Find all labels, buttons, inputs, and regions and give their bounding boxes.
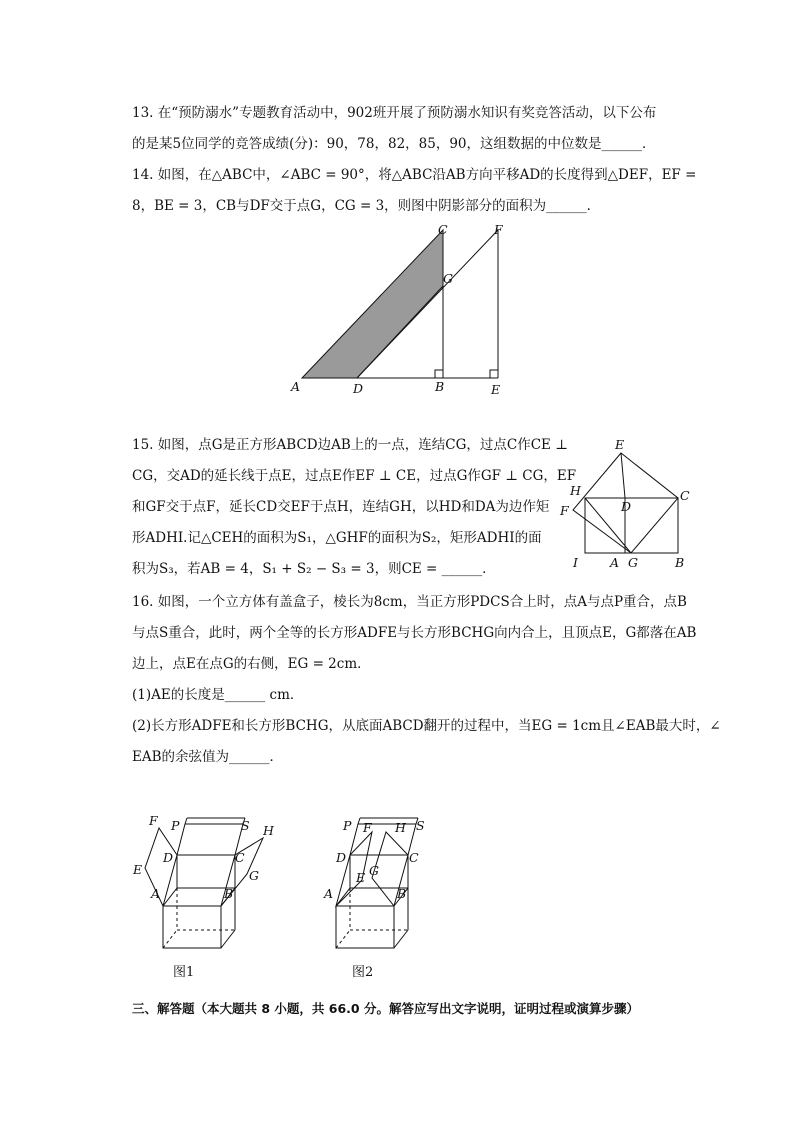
label-C: C [409,850,419,865]
label-E: E [491,382,501,397]
q15-line5: 积为S₃，若AB = 4，S₁ + S₂ − S₃ = 3，则CE = ______． [132,561,496,577]
label-F: F [363,820,372,835]
label-D: D [353,381,364,396]
q15-line4: 形ADHI.记△CEH的面积为S₁，△GHF的面积为S₂，矩形ADHI的面 [132,530,542,546]
label-B: B [397,886,407,901]
section-3-heading: 三、解答题（本大题共 8 小题，共 66.0 分。解答应写出文字说明，证明过程或演算步骤） [132,1001,639,1016]
q16-line1: 16. 如图，一个立方体有盖盒子，棱长为8cm，当正方形PDCS合上时，点A与点P重合，点B [132,594,687,610]
q14-line1: 14. 如图，在△ABC中，∠ABC = 90°，将△ABC沿AB方向平移AD的长度得到△DEF，EF = [132,167,697,183]
label-A: A [151,886,161,901]
label-E: E [133,862,143,877]
q16-line3: 边上，点E在点G的右侧，EG = 2cm． [132,656,371,672]
label-D: D [163,850,174,865]
label-G: G [443,271,453,286]
figure-q14 [285,220,525,405]
q15-line2: CG，交AD的延长线于点E，过点E作EF ⊥ CE，过点G作GF ⊥ CG，EF [132,468,577,484]
q13-line1: 13. 在“预防溺水”专题教育活动中，902班开展了预防溺水知识有奖竞答活动，以下公布 [132,105,657,121]
label-P: P [171,818,180,833]
label-D: D [621,499,632,514]
label-E: E [356,870,366,885]
label-S: S [241,818,250,833]
label-F: F [560,503,569,518]
label-B: B [435,379,445,394]
label-G: G [628,555,638,570]
label-F: F [494,222,503,237]
label-D: D [336,850,347,865]
q16-line6: EAB的余弦值为______． [132,749,284,765]
label-B: B [224,886,234,901]
figure-q16-1 [125,810,285,985]
q13-line2: 的是某5位同学的竞答成绩(分)：90，78，82，85，90，这组数据的中位数是______． [132,136,656,152]
label-H: H [263,823,274,838]
label-A: A [324,886,334,901]
shaded-region [302,230,443,378]
label-C: C [438,222,448,237]
q15-line3: 和GF交于点F，延长CD交EF于点H，连结GH，以HD和DA为边作矩 [132,499,550,515]
label-G: G [249,868,259,883]
q15-line1: 15. 如图，点G是正方形ABCD边AB上的一点，连结CG，过点C作CE ⊥ [132,437,568,453]
label-F: F [149,813,158,828]
q14-line2: 8，BE = 3，CB与DF交于点G，CG = 3，则图中阴影部分的面积为______． [132,198,601,214]
q16-line5: (2)长方形ADFE和长方形BCHG，从底面ABCD翻开的过程中，当EG = 1cm且∠EAB最大时，∠ [132,718,721,734]
fig1-caption: 图1 [173,965,195,980]
label-I: I [573,555,578,570]
label-C: C [680,488,690,503]
figure-q15 [555,436,705,576]
figure-q16-2 [320,810,480,985]
label-S: S [416,818,425,833]
label-C: C [235,850,245,865]
label-E: E [615,437,625,452]
label-B: B [675,555,685,570]
label-H: H [570,483,581,498]
label-P: P [343,818,352,833]
label-H: H [395,820,406,835]
q16-line2: 与点S重合，此时，两个全等的长方形ADFE与长方形BCHG向内合上，且顶点E，G都落在AB [132,625,697,641]
label-A: A [610,555,620,570]
label-G: G [369,863,379,878]
q16-line4: (1)AE的长度是______ cm． [132,687,304,703]
fig2-caption: 图2 [352,965,374,980]
label-A: A [291,379,301,394]
